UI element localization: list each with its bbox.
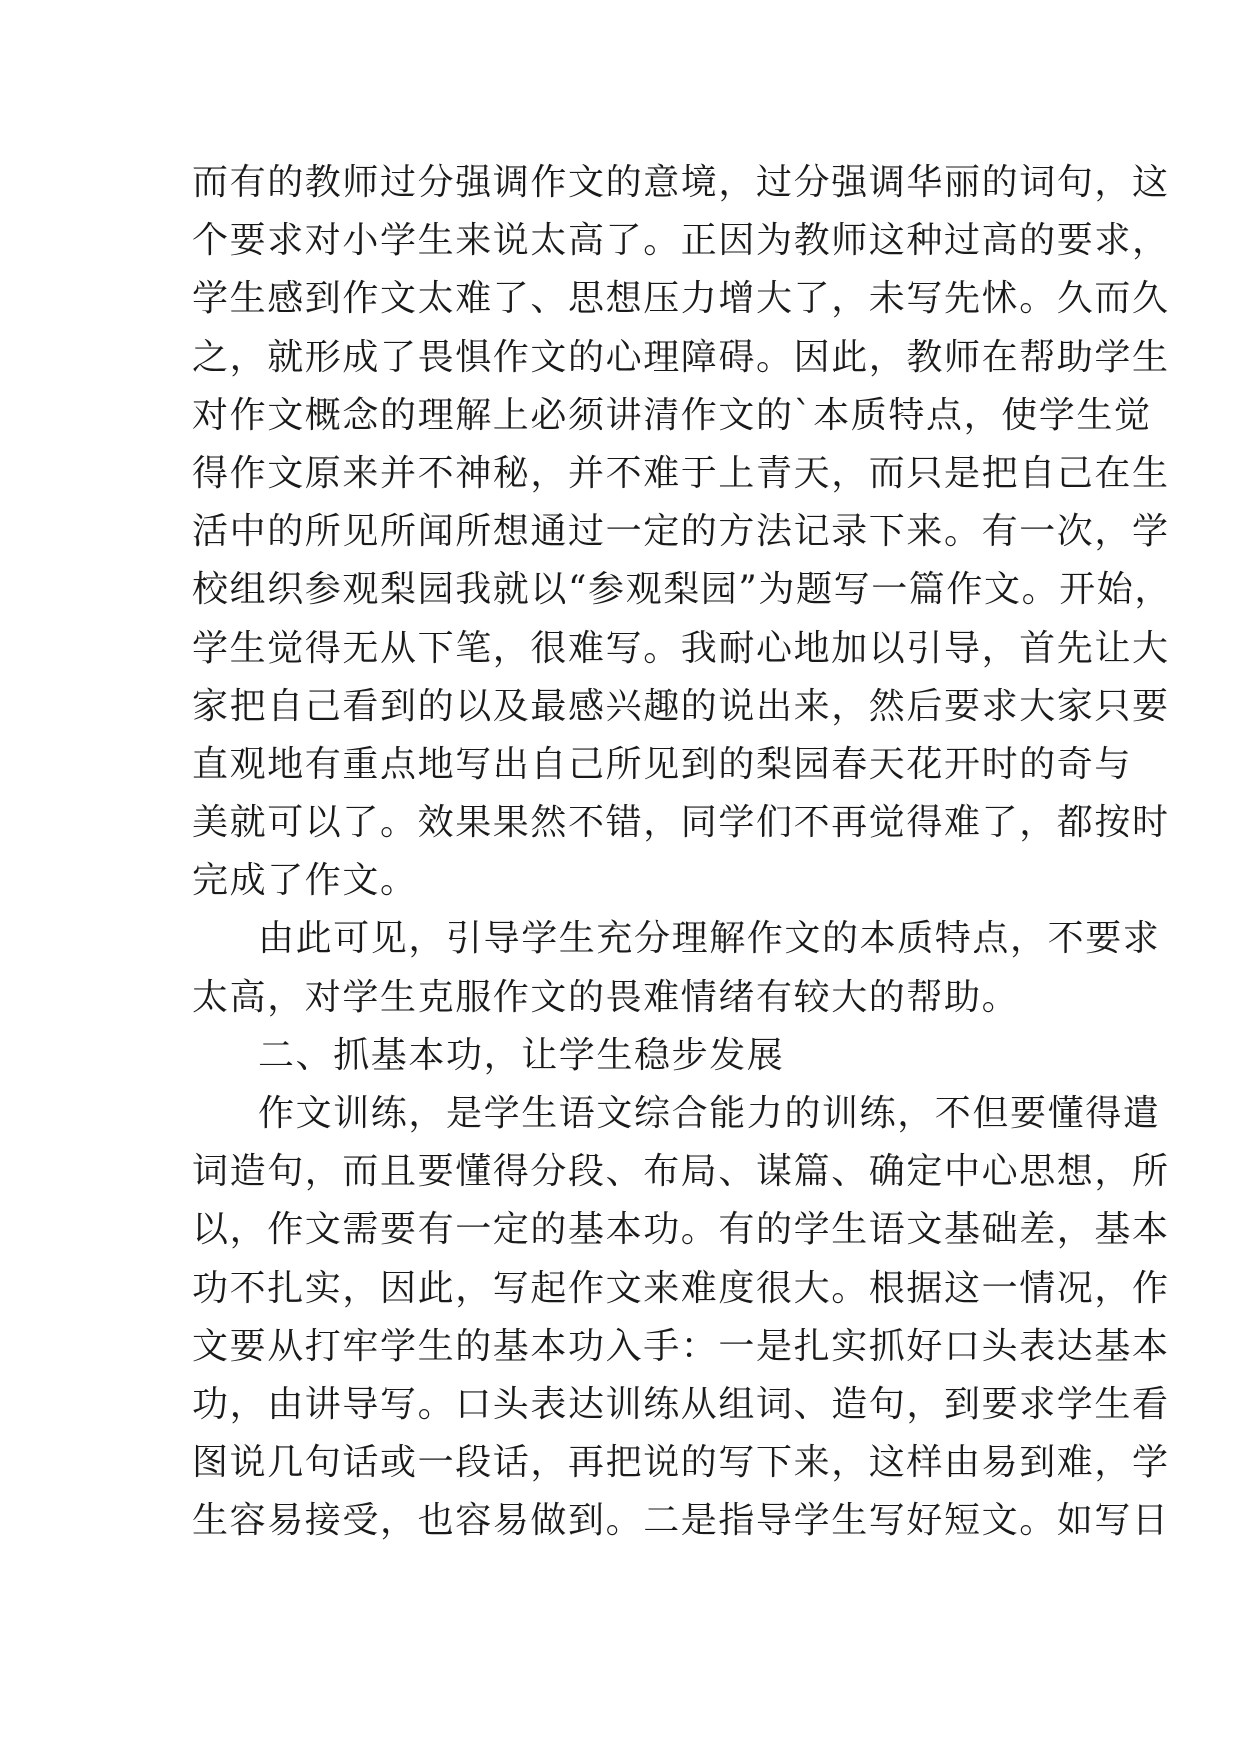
text-line: 太高，对学生克服作文的畏难情绪有较大的帮助。	[192, 976, 1020, 1018]
text-line: 功不扎实，因此，写起作文来难度很大。根据这一情况，作	[192, 1267, 1170, 1309]
text-line: 美就可以了。效果果然不错，同学们不再觉得难了，都按时	[192, 802, 1170, 844]
text-line: 由此可见，引导学生充分理解作文的本质特点，不要求	[258, 918, 1161, 960]
text-line: 而有的教师过分强调作文的意境，过分强调华丽的词句，这	[192, 162, 1170, 203]
text-line: 功，由讲导写。口头表达训练从组词、造句，到要求学生看	[192, 1383, 1170, 1425]
text-line: 活中的所见所闻所想通过一定的方法记录下来。有一次，学	[192, 511, 1170, 553]
text-line: 之，就形成了畏惧作文的心理障碍。因此，教师在帮助学生	[192, 336, 1170, 378]
text-line: 完成了作文。	[192, 860, 418, 902]
text-line: 二、抓基本功，让学生稳步发展	[258, 1034, 785, 1076]
text-line: 得作文原来并不神秘，并不难于上青天，而只是把自己在生	[192, 452, 1170, 494]
text-line: 生容易接受，也容易做到。二是指导学生写好短文。如写日	[192, 1500, 1170, 1542]
text-line: 个要求对小学生来说太高了。正因为教师这种过高的要求，	[192, 220, 1170, 262]
text-line: 校组织参观梨园我就以“参观梨园”为题写一篇作文。开始，	[192, 569, 1173, 611]
text-line: 直观地有重点地写出自己所见到的梨园春天花开时的奇与	[192, 743, 1133, 785]
text-line: 对作文概念的理解上必须讲清作文的`本质特点，使学生觉	[192, 394, 1152, 436]
text-line: 学生感到作文太难了、思想压力增大了，未写先怵。久而久	[192, 278, 1170, 320]
essay-body	[192, 154, 1173, 1551]
text-line: 家把自己看到的以及最感兴趣的说出来，然后要求大家只要	[192, 685, 1170, 727]
text-line: 作文训练，是学生语文综合能力的训练，不但要懂得遣	[258, 1093, 1161, 1134]
text-line: 词造句，而且要懂得分段、布局、谋篇、确定中心思想，所	[192, 1151, 1170, 1193]
text-line: 学生觉得无从下笔，很难写。我耐心地加以引导，首先让大	[192, 627, 1170, 669]
text-line: 以，作文需要有一定的基本功。有的学生语文基础差，基本	[192, 1209, 1170, 1251]
text-line: 文要从打牢学生的基本功入手：一是扎实抓好口头表达基本	[192, 1325, 1170, 1367]
text-line: 图说几句话或一段话，再把说的写下来，这样由易到难，学	[192, 1442, 1170, 1484]
